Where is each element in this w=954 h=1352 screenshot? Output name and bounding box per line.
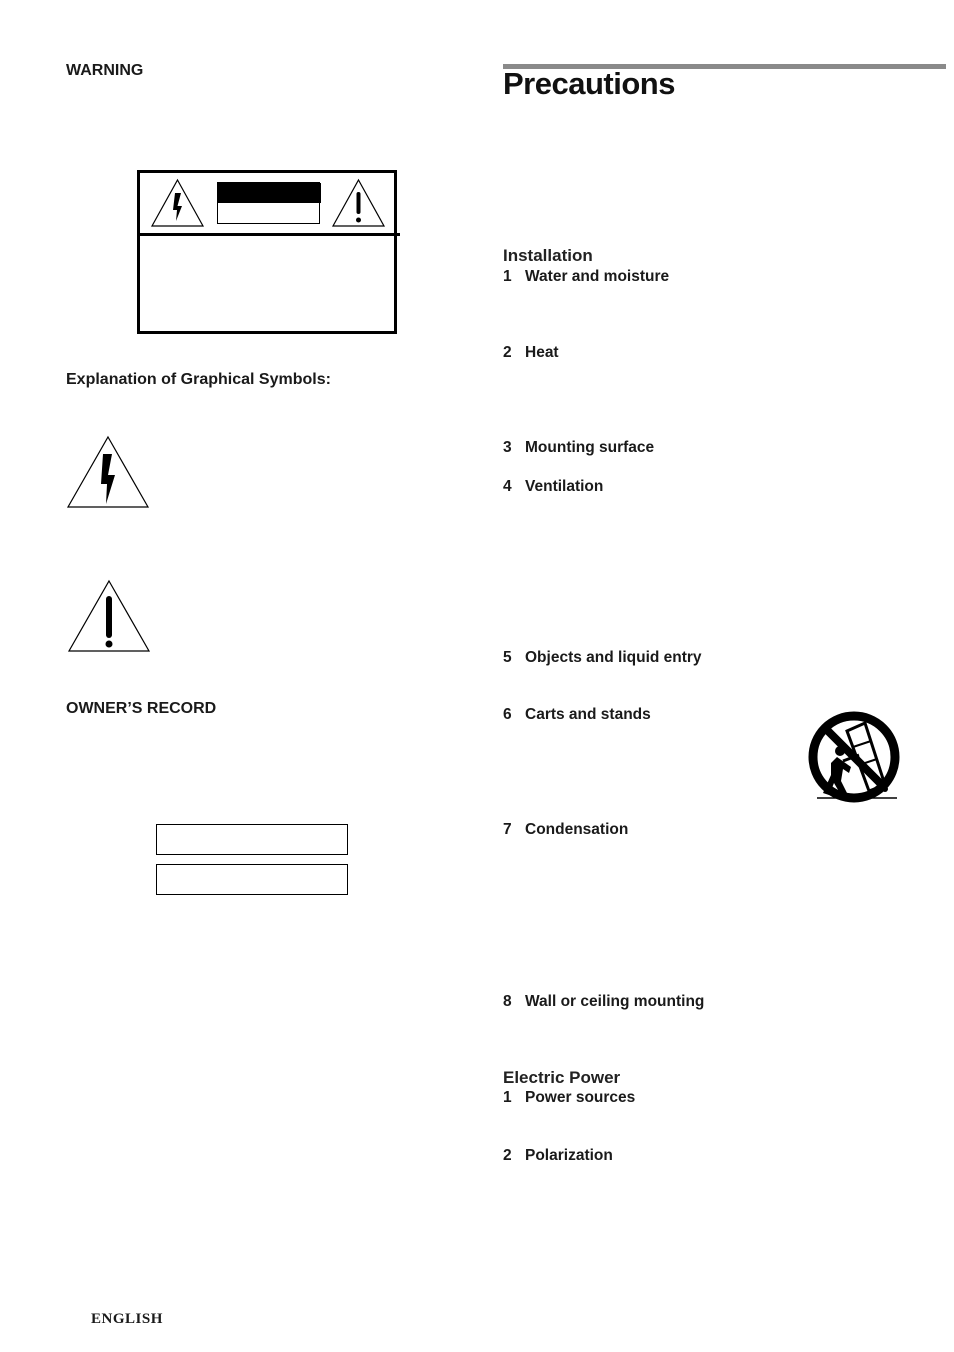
warning-heading: WARNING	[66, 62, 144, 79]
electric-power-item-2: 2 Polarization	[503, 1147, 613, 1164]
installation-heading: Installation	[503, 246, 593, 265]
model-number-field	[156, 824, 348, 855]
exclamation-symbol-icon	[66, 578, 152, 654]
installation-item-7: 7 Condensation	[503, 821, 629, 838]
installation-item-5: 5 Objects and liquid entry	[503, 649, 702, 666]
symbols-heading: Explanation of Graphical Symbols:	[66, 371, 331, 388]
cart-tip-over-icon	[807, 711, 903, 803]
installation-item-6: 6 Carts and stands	[503, 706, 651, 723]
serial-number-field	[156, 864, 348, 895]
owners-record-heading: OWNER’S RECORD	[66, 700, 217, 717]
footer-language: ENGLISH	[91, 1311, 163, 1327]
caution-label-black-bar	[218, 183, 321, 203]
page-title: Precautions	[503, 66, 675, 101]
lightning-symbol-icon	[65, 434, 151, 510]
electric-power-heading: Electric Power	[503, 1068, 621, 1087]
installation-item-1: 1 Water and moisture	[503, 268, 670, 285]
exclamation-triangle-icon	[330, 177, 387, 229]
installation-item-3: 3 Mounting surface	[503, 439, 655, 456]
installation-item-4: 4 Ventilation	[503, 478, 604, 495]
caution-label-divider	[137, 233, 400, 236]
installation-item-2: 2 Heat	[503, 344, 559, 361]
electric-power-item-1: 1 Power sources	[503, 1089, 636, 1106]
lightning-triangle-icon	[149, 177, 206, 229]
installation-item-8: 8 Wall or ceiling mounting	[503, 993, 705, 1010]
